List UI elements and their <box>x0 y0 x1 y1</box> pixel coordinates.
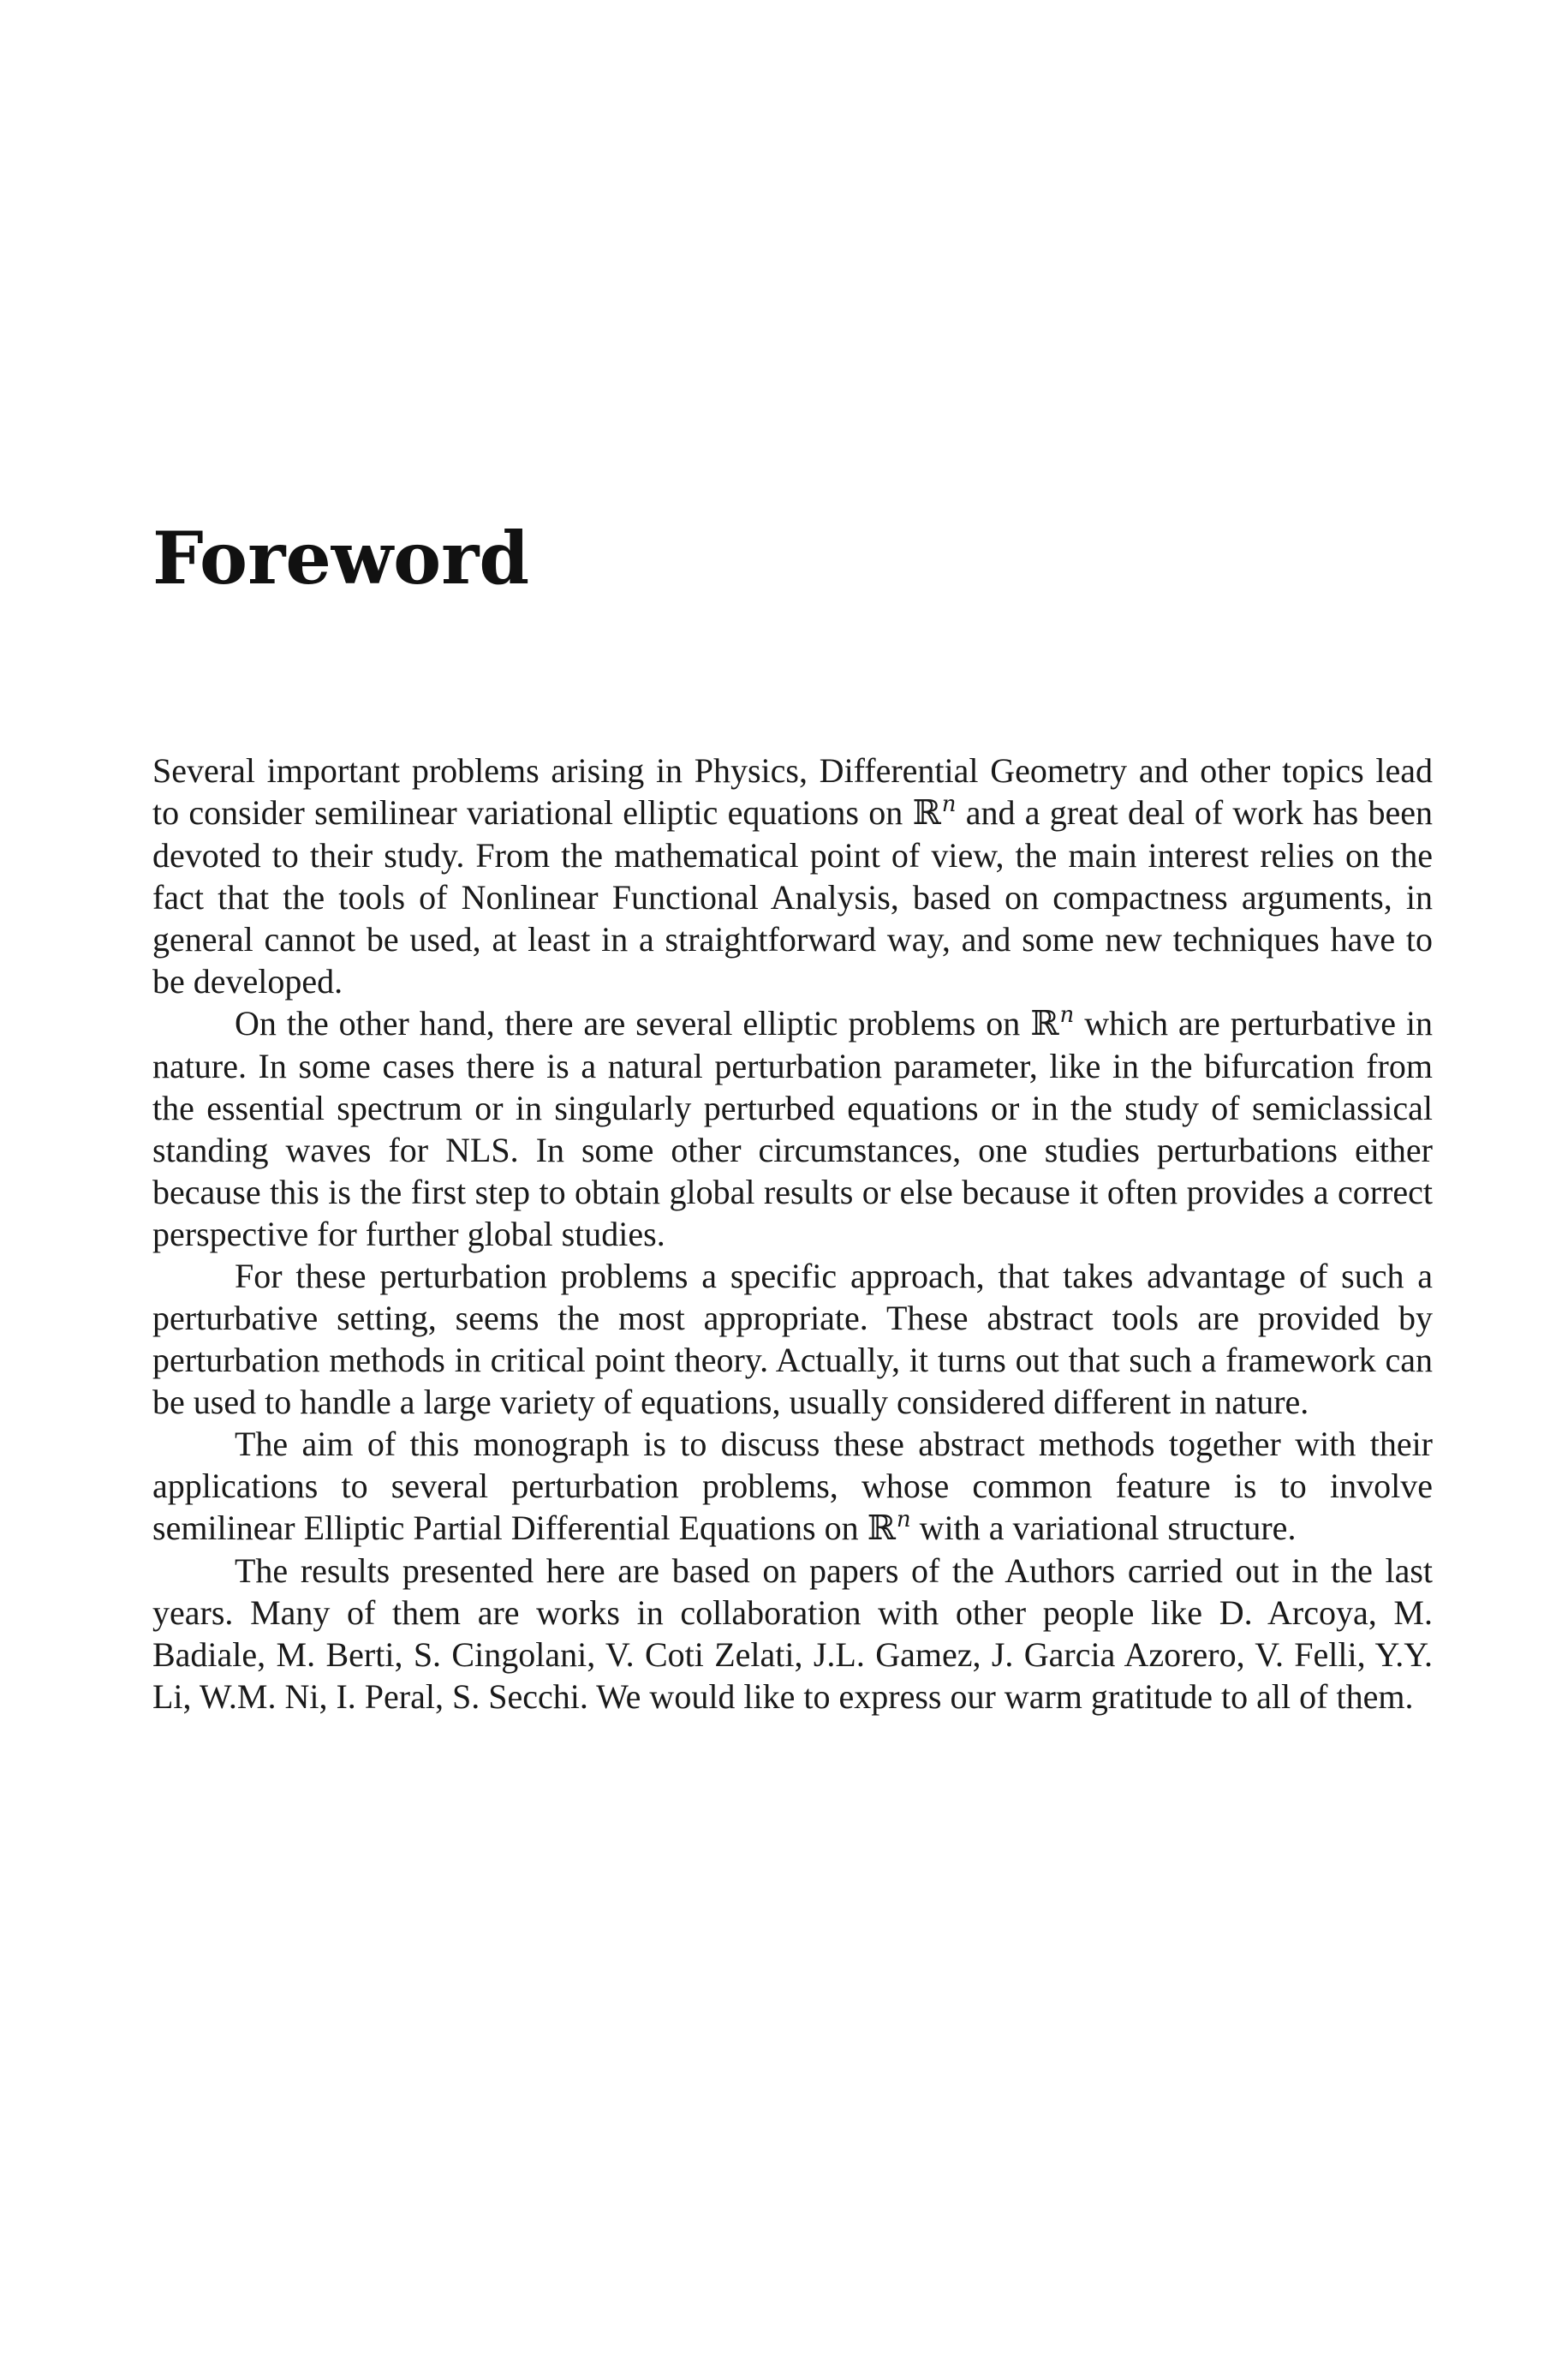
paragraph-4-text-b: with a variational structure. <box>919 1509 1297 1547</box>
paragraph-3-text: For these perturbation problems a specific approach, that takes advantage of such a perturbative setting, seems the most appropriate. These abstract tools are provided by perturbation methods in critical point theory. Actually, it turns out that such a framework can be used to handle a large variety of equations, usually considered different in nature. <box>152 1257 1433 1421</box>
paragraph-3 <box>152 1255 1433 1423</box>
foreword-body <box>152 750 1433 1718</box>
paragraph-4-text-a: The aim of this monograph is to discuss these abstract methods together with their applications to several perturbation problems, whose common feature is to involve semilinear Elliptic Partial Differential Equations on <box>152 1425 1433 1547</box>
paragraph-2-text-b: which are perturbative in nature. In some cases there is a natural perturbation parameter, like in the bifurcation from the essential spectrum or in singularly perturbed equations or in the study of semiclassical standing waves for NLS. In some other circumstances, one studies perturbations either because this is the first step to obtain global results or else because it often provides a correct perspective for further global studies. <box>152 1004 1434 1253</box>
paragraph-2-text-a: On the other hand, there are several elliptic problems on <box>235 1004 1021 1043</box>
paragraph-1 <box>152 750 1433 1002</box>
paragraph-5-text: The results presented here are based on papers of the Authors carried out in the last years. Many of them are works in collaboration with other people like D. Arcoya, M. Badiale, M. Berti, S. Cingolani, V. Coti Zelati, J.L. Gamez, J. Garcia Azorero, V. Felli, Y.Y. Li, W.M. Ni, I. Peral, S. Secchi. We would like to express our warm gratitude to all of them. <box>152 1551 1433 1716</box>
page-title: Foreword <box>152 516 530 600</box>
paragraph-1-text-b: and a great deal of work has been devoted to their study. From the mathematical point of view, the main interest relies on the fact that the tools of Nonlinear Functional Analysis, based on compactness arguments, in general cannot be used, at least in a straightforward way, and some new techniques have to be developed. <box>152 793 1433 1001</box>
paragraph-2 <box>152 1002 1433 1255</box>
paragraph-4 <box>152 1423 1433 1550</box>
real-space-symbol: ℝ$^n$ <box>912 792 957 833</box>
paragraph-5 <box>152 1550 1433 1718</box>
real-space-symbol: ℝ$^n$ <box>867 1507 911 1548</box>
real-space-symbol: ℝ$^n$ <box>1030 1002 1075 1043</box>
paragraph-1-text-a: Several important problems arising in Physics, Differential Geometry and other topics lead to consider semilinear variational elliptic equations on <box>152 751 1433 832</box>
